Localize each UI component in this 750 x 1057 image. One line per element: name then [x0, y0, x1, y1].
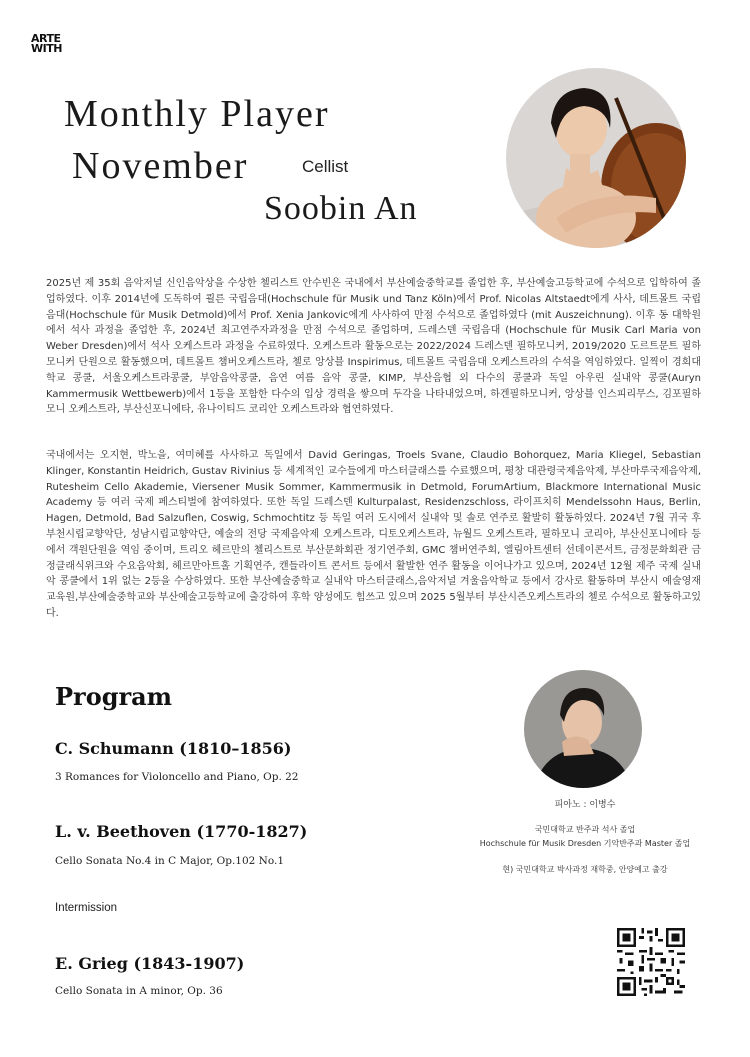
- cellist-portrait: [506, 68, 686, 248]
- pianist-credential-1: 국민대학교 반주과 석사 졸업: [534, 825, 636, 834]
- piece-2-composer: L. v. Beethoven (1770-1827): [55, 822, 308, 841]
- biography-paragraph-1: 2025년 제 35회 음악저널 신인음악상을 수상한 첼리스트 안수빈은 국내에서 부산예술중학교를 졸업한 후, 부산예술고등학교에 수석으로 입학하여 졸업하였다. 이후 2014년에 도독하여 쾰른 국립음대(Hochschule für Musik und Tanz Köln)에서 Prof. Nicolas Altstaedt에게 사사, 데트몰트 국립음대(Hochschule für Musik Detmold)에서 Prof. Xenia Jankovic에게 사사하여 만점 수석으로 졸업하였다 (mit Auszeichnung). 이후 동 대학원에서 석사 과정을 졸업한 후, 2024년 최고연주자과정을 만점 수석으로 졸업하며, 드레스덴 국립음대 (Hochschule für Musik Carl Maria von Weber Dresden)에서 석사 오케스트라 과정을 수료하였다. 오케스트라 활동으로는 2022/2024 드레스덴 필하모니커, 2019/2020 도르트문트 필하모니커 단원으로 활동했으며, 데트몰트 챔버오케스트라, 첼로 앙상블 Inspirimus, 데트몰트 국립음대 오케스트라의 수석을 역임하였다. 일찍이 경희대학교 콩쿨, 서울오케스트라콩쿨, 부암음악콩쿨, 음연 여름 음악 콩쿨, KIMP, 부산음협 외 다수의 콩쿨과 독일 아우린 실내악 콩쿨(Auryn Kammermusik Wettbewerb)에서 1등을 포함한 다수의 입상 경력을 쌓으며 두각을 나타내었으며, 하겐필하모니커, 앙상블 인스피리무스, 김포필하모니 오케스트라, 부산신포니에타, 유나이티드 코리안 오케스트라와 협연하였다.: [46, 278, 701, 416]
- title-month: November: [72, 145, 249, 187]
- player-name: Soobin An: [264, 190, 418, 227]
- piece-3-composer: E. Grieg (1843-1907): [55, 954, 245, 973]
- pianist-credential-2: Hochschule für Musik Dresden 기악반주과 Master 졸업: [479, 839, 691, 848]
- piece-2-work: Cello Sonata No.4 in C Major, Op.102 No.1: [55, 855, 285, 867]
- qr-code[interactable]: [617, 928, 685, 996]
- piece-1-composer: C. Schumann (1810–1856): [55, 739, 292, 758]
- pianist-credential-3: 현) 국민대학교 박사과정 재학중, 안양예고 출강: [502, 865, 668, 874]
- logo-line-1: ARTE: [31, 32, 61, 45]
- title-monthly-player: Monthly Player: [64, 93, 330, 135]
- program-heading: Program: [55, 682, 173, 711]
- piece-1-work: 3 Romances for Violoncello and Piano, Op. 22: [55, 771, 299, 783]
- pianist-name-label: 피아노 : 이병수: [554, 800, 616, 810]
- pianist-portrait: [524, 670, 642, 788]
- piece-3-work: Cello Sonata in A minor, Op. 36: [55, 985, 223, 997]
- pianist-photo-illustration: [524, 670, 642, 788]
- logo-line-2: WITH: [31, 42, 62, 55]
- intermission-label: Intermission: [55, 902, 117, 914]
- cellist-photo-illustration: [506, 68, 686, 248]
- qr-code-icon: [617, 928, 685, 996]
- artewith-logo: [31, 34, 71, 54]
- player-role: Cellist: [302, 157, 349, 176]
- biography-paragraph-2: 국내에서는 오지현, 박노을, 여미혜를 사사하고 독일에서 David Geringas, Troels Svane, Claudio Bohorquez, Maria Kliegel, Sebastian Klinger, Konstantin Heidrich, Gustav Rivinius 등 세계적인 교수들에게 마스터클래스를 수료했으며, 평창 대관령국제음악제, 부산마루국제음악제, Rutesheim Cello Akademie, Viersener Musik Sommer, Kammermusik in Detmold, ForumArtium, Blackmore International Music Academy 등 여러 국제 페스티벌에 참여하였다. 또한 독일 드레스덴 Kulturpalast, Residenzschloss, 라이프치히 Mendelssohn Haus, Berlin, Hagen, Detmold, Bad Salzuflen, Coswig, Schmochtitz 등 독일 여러 도시에서 실내악 및 솔로 연주로 활발히 활동하였다. 2024년 7월 귀국 후 부천시립교향악단, 성남시립교향악단, 예술의 전당 국제음악제 오케스트라, 디토오케스트라, 뉴월드 오케스트라, 필하모니 코리아, 부산신포니에타 등에서 객원단원을 역임 중이며, 트리오 헤르만의 첼리스트로 부산문화회관 정기연주회, GMC 챔버연주회, 엘림아트센터 선데이콘서트, 금정문화회관 금정클래식위크와 수요음악회, 헤르만아트홀 기획연주, 캔들라이트 콘서트 등에서 활발한 연주 활동을 이어나가고 있으며, 2024년 12월 제주 국제 실내악 콩쿨에서 1위 없는 2등을 수상하였다. 또한 부산예술중학교 실내악 마스터클래스,음악저널 겨울음악학교 등에서 강사로 활동하며 부산시 예술영재교육원,부산예술중학교와 부산예술고등학교에 출강하여 후학 양성에도 힘쓰고 있으며 2025 5월부터 부산시즌오케스트라의 첼로 수석으로 활동하고있다.: [46, 450, 701, 619]
